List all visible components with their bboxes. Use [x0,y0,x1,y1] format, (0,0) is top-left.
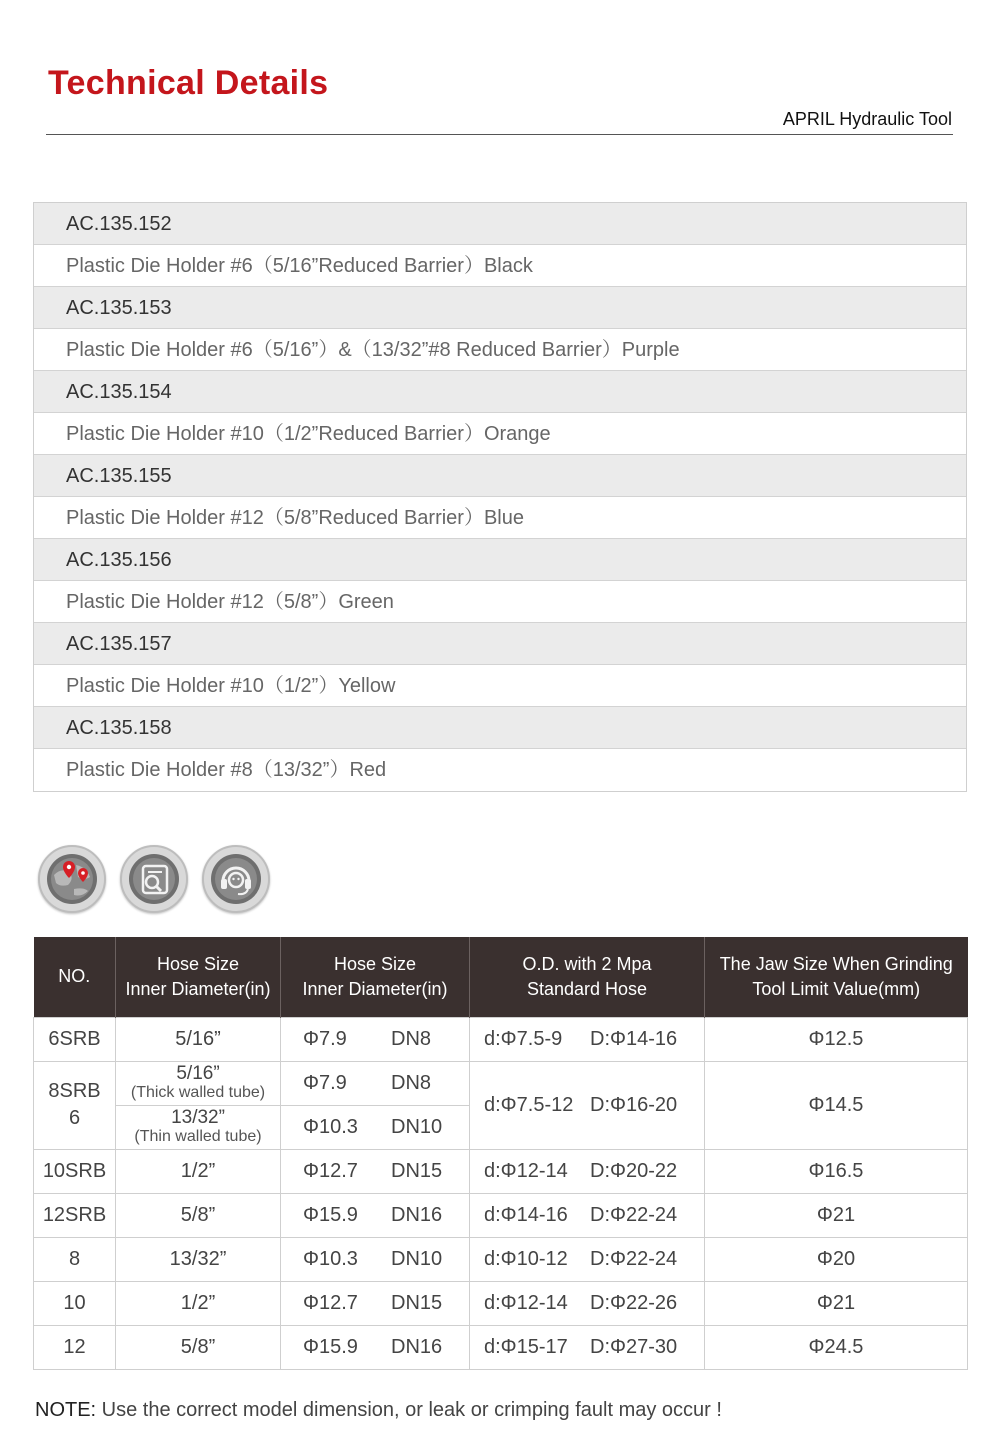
feature-icons [38,845,270,913]
cell-jaw: Φ12.5 [705,1017,968,1061]
part-code: AC.135.152 [34,203,966,245]
cell-jaw: Φ16.5 [705,1149,968,1193]
part-code: AC.135.154 [34,371,966,413]
cell-id: Φ12.7 DN15 [281,1149,470,1193]
table-row [34,1281,968,1325]
cell-od: d:Φ15-17 D:Φ27-30 [470,1325,705,1369]
table-row [34,1237,968,1281]
header-hose-size-mm: Hose Size Inner Diameter(in) [281,937,470,1017]
part-description: Plastic Die Holder #10（1/2”Reduced Barrier）Orange [34,413,966,455]
cell-jaw: Φ21 [705,1193,968,1237]
cell-size: 5/16” [116,1017,281,1061]
cell-jaw: Φ21 [705,1281,968,1325]
cell-jaw: Φ14.5 [705,1061,968,1149]
cell-jaw: Φ20 [705,1237,968,1281]
table-header-row [34,937,968,1017]
cell-size: 1/2” [116,1281,281,1325]
cell-id: Φ10.3 DN10 [281,1237,470,1281]
cell-size: 5/16” (Thick walled tube) [116,1061,281,1105]
part-code: AC.135.155 [34,455,966,497]
note-text: Use the correct model dimension, or leak or crimping fault may occur ! [96,1399,722,1421]
cell-no: 8 [34,1237,116,1281]
parts-list [33,202,967,792]
cell-size: 5/8” [116,1193,281,1237]
part-code: AC.135.156 [34,539,966,581]
page-title: Technical Details [48,64,329,102]
part-description: Plastic Die Holder #6（5/16”）&（13/32”#8 Reduced Barrier）Purple [34,329,966,371]
cell-size: 1/2” [116,1149,281,1193]
header-hose-size-in: Hose Size Inner Diameter(in) [116,937,281,1017]
cell-size: 5/8” [116,1325,281,1369]
spec-table [33,937,968,1370]
footer-note [35,1399,722,1422]
cell-od: d:Φ12-14 D:Φ20-22 [470,1149,705,1193]
cell-od: d:Φ12-14 D:Φ22-26 [470,1281,705,1325]
cell-id: Φ15.9 DN16 [281,1325,470,1369]
cell-jaw: Φ24.5 [705,1325,968,1369]
header-no: NO. [34,937,116,1017]
table-row [34,1325,968,1369]
part-code: AC.135.157 [34,623,966,665]
cell-id: Φ7.9 DN8 [281,1017,470,1061]
part-description: Plastic Die Holder #8（13/32”）Red [34,749,966,791]
cell-od: d:Φ7.5-12 D:Φ16-20 [470,1061,705,1149]
part-description: Plastic Die Holder #6（5/16”Reduced Barrier）Black [34,245,966,287]
table-row [34,1193,968,1237]
table-row [34,1149,968,1193]
note-label: NOTE: [35,1399,97,1421]
header-od: O.D. with 2 Mpa Standard Hose [470,937,705,1017]
part-description: Plastic Die Holder #10（1/2”）Yellow [34,665,966,707]
cell-no: 12SRB [34,1193,116,1237]
part-description: Plastic Die Holder #12（5/8”）Green [34,581,966,623]
brand-label: APRIL Hydraulic Tool [782,109,952,129]
part-code: AC.135.158 [34,707,966,749]
cell-no: 6SRB [34,1017,116,1061]
cell-id: Φ15.9 DN16 [281,1193,470,1237]
table-row [34,1061,968,1105]
cell-id: Φ7.9 DN8 [281,1061,470,1105]
globe-location-icon [38,845,106,913]
cell-no: 10SRB [34,1149,116,1193]
cell-size: 13/32” [116,1237,281,1281]
header-jaw-size: The Jaw Size When Grinding Tool Limit Value(mm) [705,937,968,1017]
customer-service-icon [202,845,270,913]
cell-od: d:Φ14-16 D:Φ22-24 [470,1193,705,1237]
part-description: Plastic Die Holder #12（5/8”Reduced Barrier）Blue [34,497,966,539]
part-code: AC.135.153 [34,287,966,329]
table-row [34,1017,968,1061]
cell-no: 10 [34,1281,116,1325]
cell-no: 8SRB 6 [34,1061,116,1149]
cell-od: d:Φ10-12 D:Φ22-24 [470,1237,705,1281]
cell-size: 13/32” (Thin walled tube) [116,1105,281,1149]
cell-od: d:Φ7.5-9 D:Φ14-16 [470,1017,705,1061]
cell-no: 12 [34,1325,116,1369]
header-divider [46,134,953,135]
cell-id: Φ10.3 DN10 [281,1105,470,1149]
document-search-icon [120,845,188,913]
cell-id: Φ12.7 DN15 [281,1281,470,1325]
